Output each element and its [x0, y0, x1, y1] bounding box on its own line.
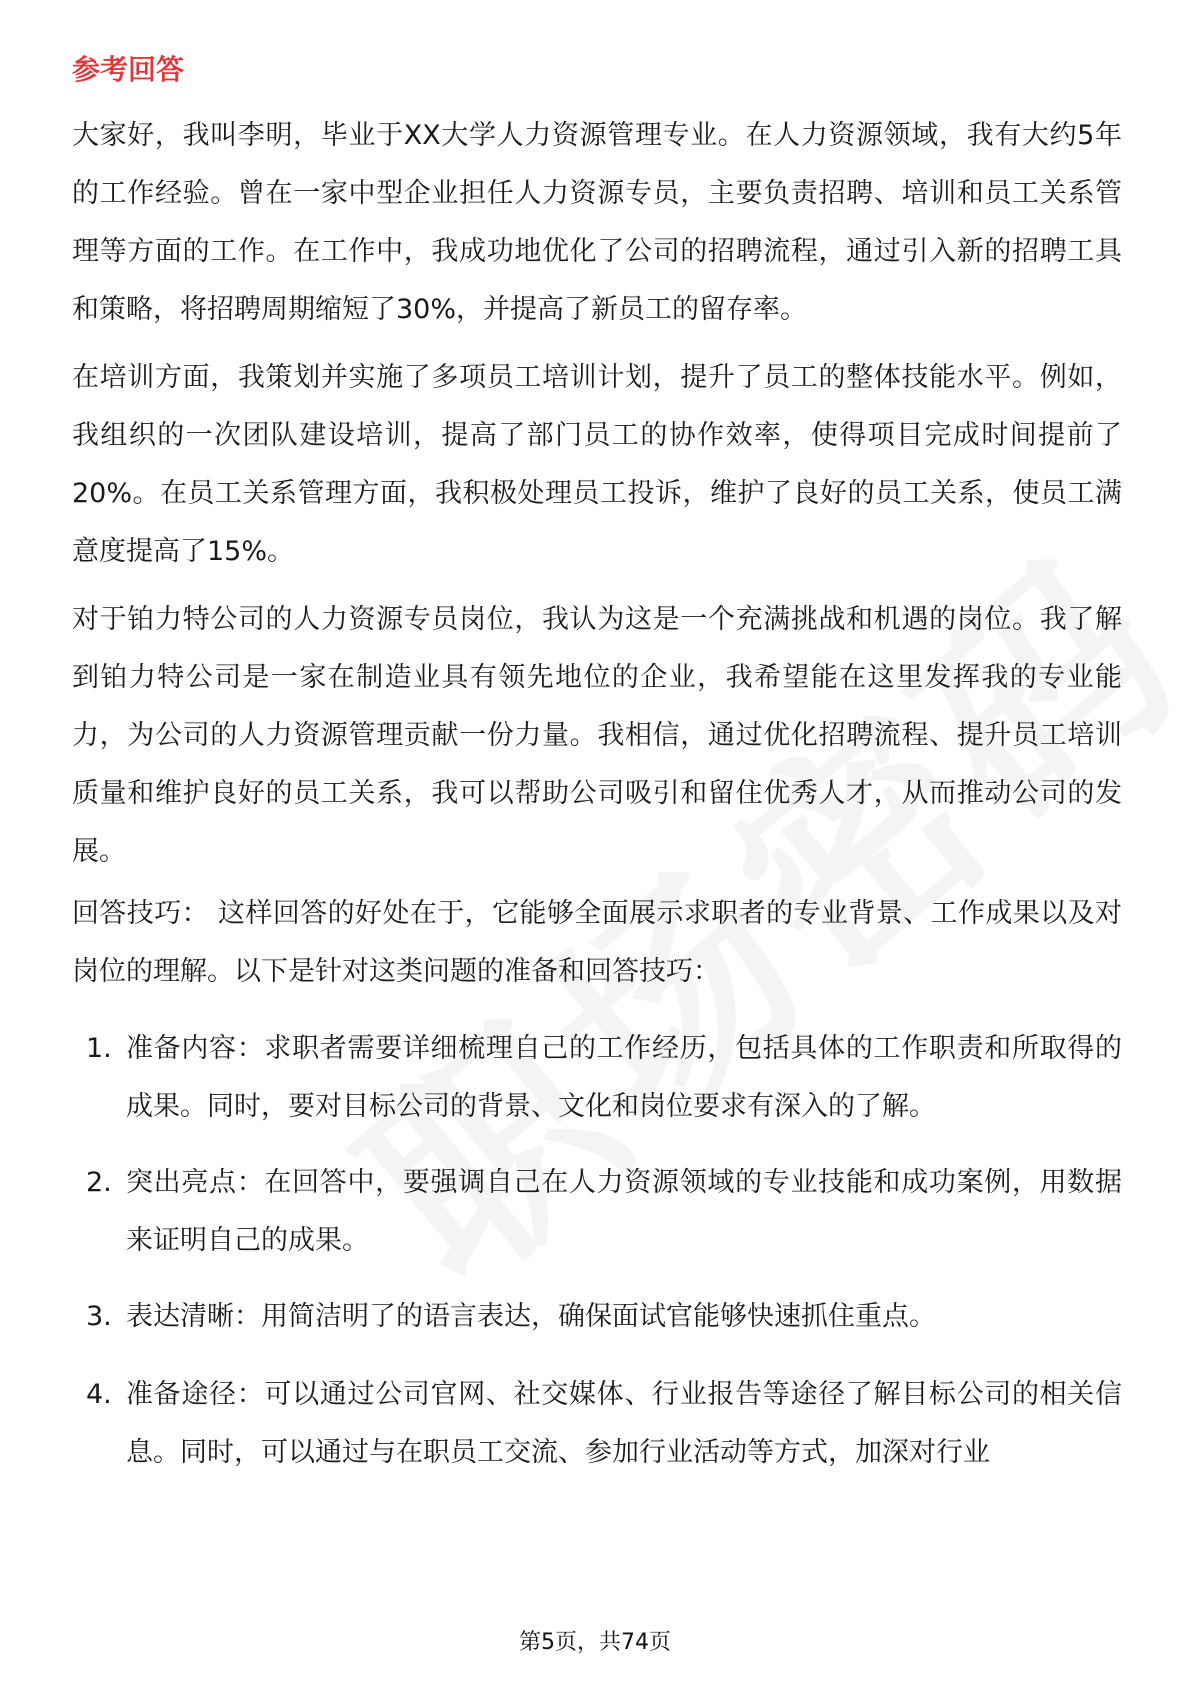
list-text: 准备内容：求职者需要详细梳理自己的工作经历，包括具体的工作职责和所取得的成果。同时，要对目标公司的背景、文化和岗位要求有深入的了解。 [126, 1033, 1122, 1122]
list-number: 3. [86, 1301, 112, 1332]
list-text: 准备途径：可以通过公司官网、社交媒体、行业报告等途径了解目标公司的相关信息。同时，可以通过与在职员工交流、参加行业活动等方式，加深对行业 [126, 1379, 1122, 1468]
paragraph-intro: 大家好，我叫李明，毕业于XX大学人力资源管理专业。在人力资源领域，我有大约5年的工作经验。曾在一家中型企业担任人力资源专员，主要负责招聘、培训和员工关系管理等方面的工作。在工作中，我成功地优化了公司的招聘流程，通过引入新的招聘工具和策略，将招聘周期缩短了30%，并提高了新员工的留存率。 [72, 120, 1122, 325]
paragraph-company: 对于铂力特公司的人力资源专员岗位，我认为这是一个充满挑战和机遇的岗位。我了解到铂力特公司是一家在制造业具有领先地位的企业，我希望能在这里发挥我的专业能力，为公司的人力资源管理贡献一份力量。我相信，通过优化招聘流程、提升员工培训质量和维护良好的员工关系，我可以帮助公司吸引和留住优秀人才，从而推动公司的发展。 [72, 604, 1122, 867]
section-heading: 参考回答 [72, 53, 185, 86]
list-item [72, 1366, 1122, 1482]
list-number: 1. [86, 1033, 112, 1064]
list-item [72, 1154, 1122, 1270]
list-item [72, 1020, 1122, 1136]
paragraph-training: 在培训方面，我策划并实施了多项员工培训计划，提升了员工的整体技能水平。例如，我组织的一次团队建设培训，提高了部门员工的协作效率，使得项目完成时间提前了20%。在员工关系管理方面，我积极处理员工投诉，维护了良好的员工关系，使员工满意度提高了15%。 [72, 362, 1122, 567]
list-number: 2. [86, 1167, 112, 1198]
list-number: 4. [86, 1379, 112, 1410]
page-number: 第5页，共74页 [519, 1630, 671, 1655]
list-text: 突出亮点：在回答中，要强调自己在人力资源领域的专业技能和成功案例，用数据来证明自己的成果。 [126, 1167, 1122, 1256]
list-item [72, 1288, 1122, 1346]
list-text: 表达清晰：用简洁明了的语言表达，确保面试官能够快速抓住重点。 [126, 1301, 936, 1332]
paragraph-tips: 回答技巧： 这样回答的好处在于，它能够全面展示求职者的专业背景、工作成果以及对岗位的理解。以下是针对这类问题的准备和回答技巧： [72, 898, 1122, 987]
